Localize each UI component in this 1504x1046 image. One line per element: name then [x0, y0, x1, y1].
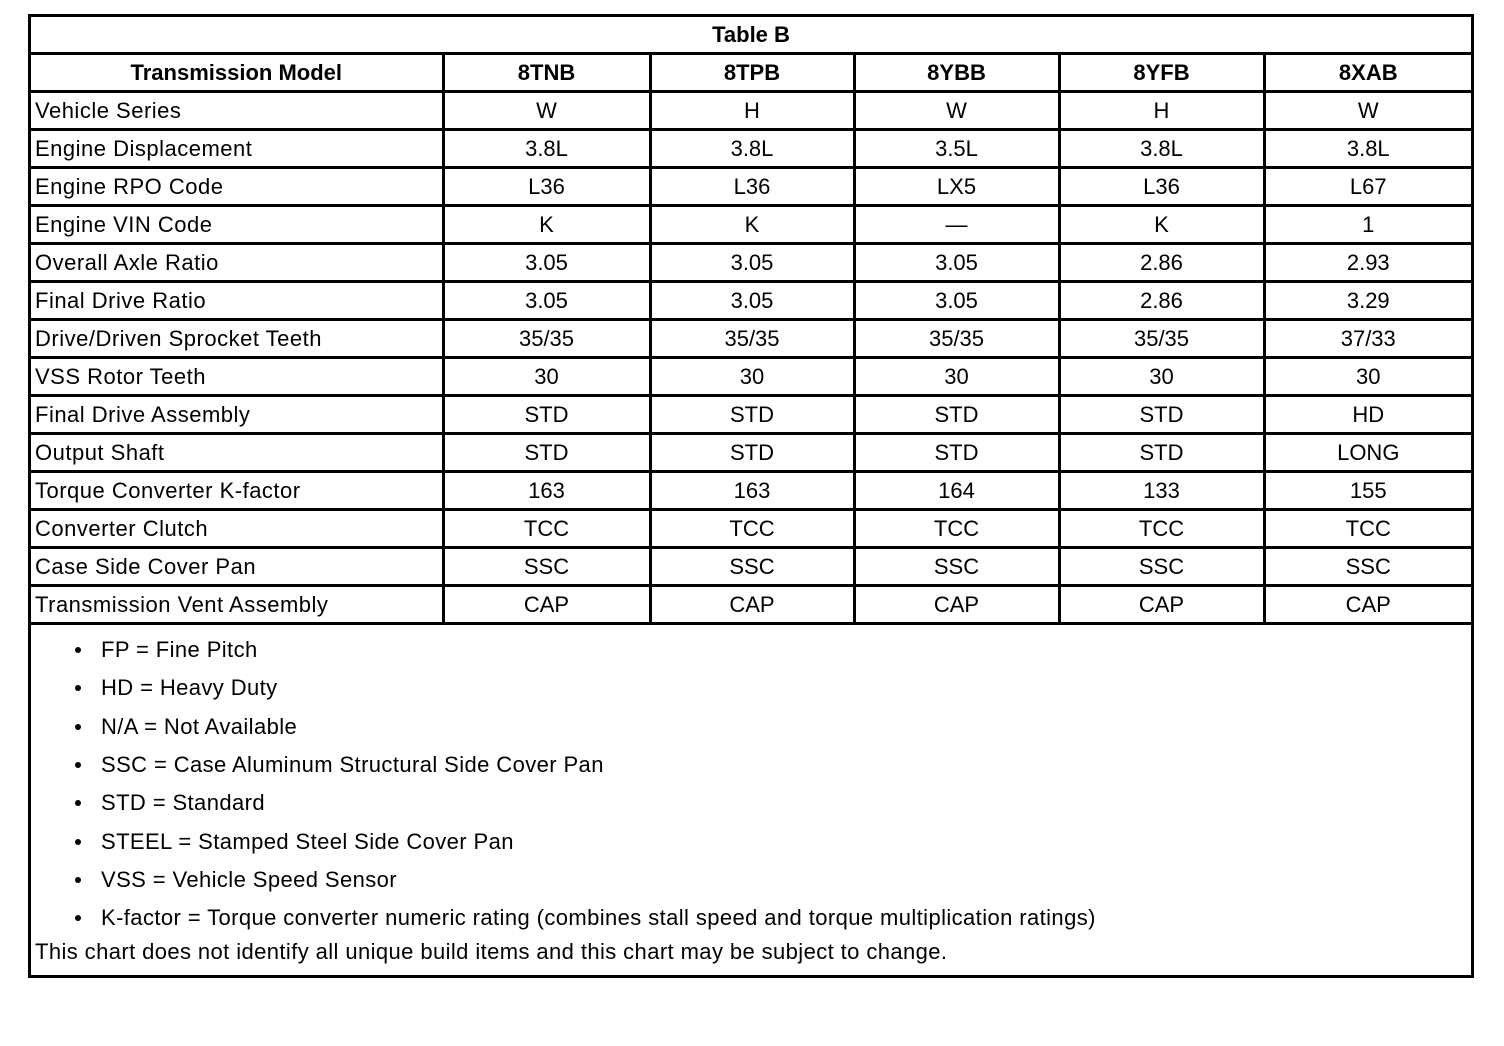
table-row [31, 92, 1471, 130]
note-item [31, 784, 1471, 822]
note-text: STEEL = Stamped Steel Side Cover Pan [101, 828, 514, 854]
table-cell: CAP [1264, 586, 1471, 624]
table-cell: 1 [1264, 206, 1471, 244]
table-cell: 3.05 [650, 244, 854, 282]
notes-section [31, 625, 1471, 975]
table-cell: 2.86 [1059, 282, 1264, 320]
table-cell: 155 [1264, 472, 1471, 510]
table-row [31, 168, 1471, 206]
note-text: K-factor = Torque converter numeric rating (combines stall speed and torque multiplication ratings) [101, 905, 1096, 931]
table-cell: K [1059, 206, 1264, 244]
row-label: Final Drive Ratio [31, 282, 443, 320]
bullet-icon [75, 647, 81, 653]
spec-table-frame [28, 14, 1474, 978]
table-row [31, 586, 1471, 624]
row-label: Case Side Cover Pan [31, 548, 443, 586]
table-cell: L36 [443, 168, 650, 206]
row-label: Final Drive Assembly [31, 396, 443, 434]
table-cell: 3.5L [854, 130, 1059, 168]
table-cell: TCC [650, 510, 854, 548]
note-item [31, 899, 1471, 937]
table-row [31, 434, 1471, 472]
table-cell: K [650, 206, 854, 244]
column-header: 8XAB [1264, 54, 1471, 92]
note-item [31, 746, 1471, 784]
note-text: STD = Standard [101, 790, 265, 816]
note-item [31, 822, 1471, 860]
table-row [31, 244, 1471, 282]
table-cell: 35/35 [854, 320, 1059, 358]
table-cell: 30 [854, 358, 1059, 396]
table-cell: W [854, 92, 1059, 130]
table-cell: 2.93 [1264, 244, 1471, 282]
table-cell: CAP [443, 586, 650, 624]
bullet-icon [75, 762, 81, 768]
note-text: SSC = Case Aluminum Structural Side Cover Pan [101, 752, 604, 778]
table-cell: SSC [650, 548, 854, 586]
row-label: Engine Displacement [31, 130, 443, 168]
table-cell: LX5 [854, 168, 1059, 206]
row-label: Vehicle Series [31, 92, 443, 130]
bullet-icon [75, 877, 81, 883]
notes-list [31, 631, 1471, 937]
table-cell: HD [1264, 396, 1471, 434]
row-label: Overall Axle Ratio [31, 244, 443, 282]
table-cell: 3.05 [854, 244, 1059, 282]
table-cell: TCC [854, 510, 1059, 548]
table-cell: SSC [854, 548, 1059, 586]
table-cell: TCC [1264, 510, 1471, 548]
table-cell: 35/35 [1059, 320, 1264, 358]
table-title-row [31, 17, 1471, 54]
table-cell: STD [650, 434, 854, 472]
table-cell: 30 [650, 358, 854, 396]
bullet-icon [75, 800, 81, 806]
table-cell: 3.29 [1264, 282, 1471, 320]
table-body [31, 92, 1471, 624]
bullet-icon [75, 839, 81, 845]
column-header: 8YFB [1059, 54, 1264, 92]
table-row [31, 548, 1471, 586]
table-cell: TCC [443, 510, 650, 548]
table-cell: 3.05 [854, 282, 1059, 320]
table-cell: 3.8L [650, 130, 854, 168]
note-item [31, 631, 1471, 669]
note-text: N/A = Not Available [101, 713, 298, 739]
table-row [31, 130, 1471, 168]
table-cell: SSC [1264, 548, 1471, 586]
table-cell: STD [443, 396, 650, 434]
table-cell: L36 [1059, 168, 1264, 206]
row-label: VSS Rotor Teeth [31, 358, 443, 396]
table-cell: L36 [650, 168, 854, 206]
table-cell: 30 [1264, 358, 1471, 396]
table-row [31, 320, 1471, 358]
row-label: Transmission Vent Assembly [31, 586, 443, 624]
table-cell: 133 [1059, 472, 1264, 510]
note-item [31, 708, 1471, 746]
table-cell: STD [854, 396, 1059, 434]
table-row [31, 472, 1471, 510]
bullet-icon [75, 685, 81, 691]
transmission-spec-table [31, 17, 1471, 625]
table-cell: — [854, 206, 1059, 244]
row-label: Engine RPO Code [31, 168, 443, 206]
table-cell: W [1264, 92, 1471, 130]
table-cell: 37/33 [1264, 320, 1471, 358]
table-cell: H [650, 92, 854, 130]
table-row [31, 206, 1471, 244]
row-label: Drive/Driven Sprocket Teeth [31, 320, 443, 358]
table-cell: H [1059, 92, 1264, 130]
table-cell: 30 [1059, 358, 1264, 396]
table-cell: STD [1059, 434, 1264, 472]
table-cell: CAP [650, 586, 854, 624]
table-cell: TCC [1059, 510, 1264, 548]
bullet-icon [75, 915, 81, 921]
note-text: VSS = Vehicle Speed Sensor [101, 866, 397, 892]
table-cell: 2.86 [1059, 244, 1264, 282]
table-cell: 163 [650, 472, 854, 510]
table-cell: 3.05 [443, 282, 650, 320]
note-item [31, 669, 1471, 707]
note-item [31, 861, 1471, 899]
table-cell: K [443, 206, 650, 244]
table-cell: 3.05 [443, 244, 650, 282]
table-cell: 3.8L [443, 130, 650, 168]
table-cell: CAP [854, 586, 1059, 624]
table-row [31, 358, 1471, 396]
table-cell: 35/35 [443, 320, 650, 358]
table-header-row [31, 54, 1471, 92]
table-row [31, 510, 1471, 548]
table-cell: 3.05 [650, 282, 854, 320]
note-text: HD = Heavy Duty [101, 675, 278, 701]
table-cell: SSC [1059, 548, 1264, 586]
bullet-icon [75, 724, 81, 730]
table-cell: 163 [443, 472, 650, 510]
column-header: 8TNB [443, 54, 650, 92]
table-cell: 164 [854, 472, 1059, 510]
row-label: Output Shaft [31, 434, 443, 472]
column-header: 8YBB [854, 54, 1059, 92]
row-label: Torque Converter K-factor [31, 472, 443, 510]
table-cell: L67 [1264, 168, 1471, 206]
footer-note: This chart does not identify all unique build items and this chart may be subject to change. [35, 939, 948, 965]
row-label: Engine VIN Code [31, 206, 443, 244]
table-cell: 35/35 [650, 320, 854, 358]
table-cell: 3.8L [1059, 130, 1264, 168]
table-row [31, 396, 1471, 434]
table-cell: STD [443, 434, 650, 472]
table-title: Table B [31, 17, 1471, 54]
table-row [31, 282, 1471, 320]
column-header: 8TPB [650, 54, 854, 92]
table-cell: W [443, 92, 650, 130]
note-text: FP = Fine Pitch [101, 637, 258, 663]
row-label: Converter Clutch [31, 510, 443, 548]
table-cell: LONG [1264, 434, 1471, 472]
table-cell: SSC [443, 548, 650, 586]
column-header: Transmission Model [31, 54, 443, 92]
table-cell: STD [1059, 396, 1264, 434]
table-cell: STD [650, 396, 854, 434]
table-cell: STD [854, 434, 1059, 472]
table-cell: 3.8L [1264, 130, 1471, 168]
table-cell: 30 [443, 358, 650, 396]
table-cell: CAP [1059, 586, 1264, 624]
